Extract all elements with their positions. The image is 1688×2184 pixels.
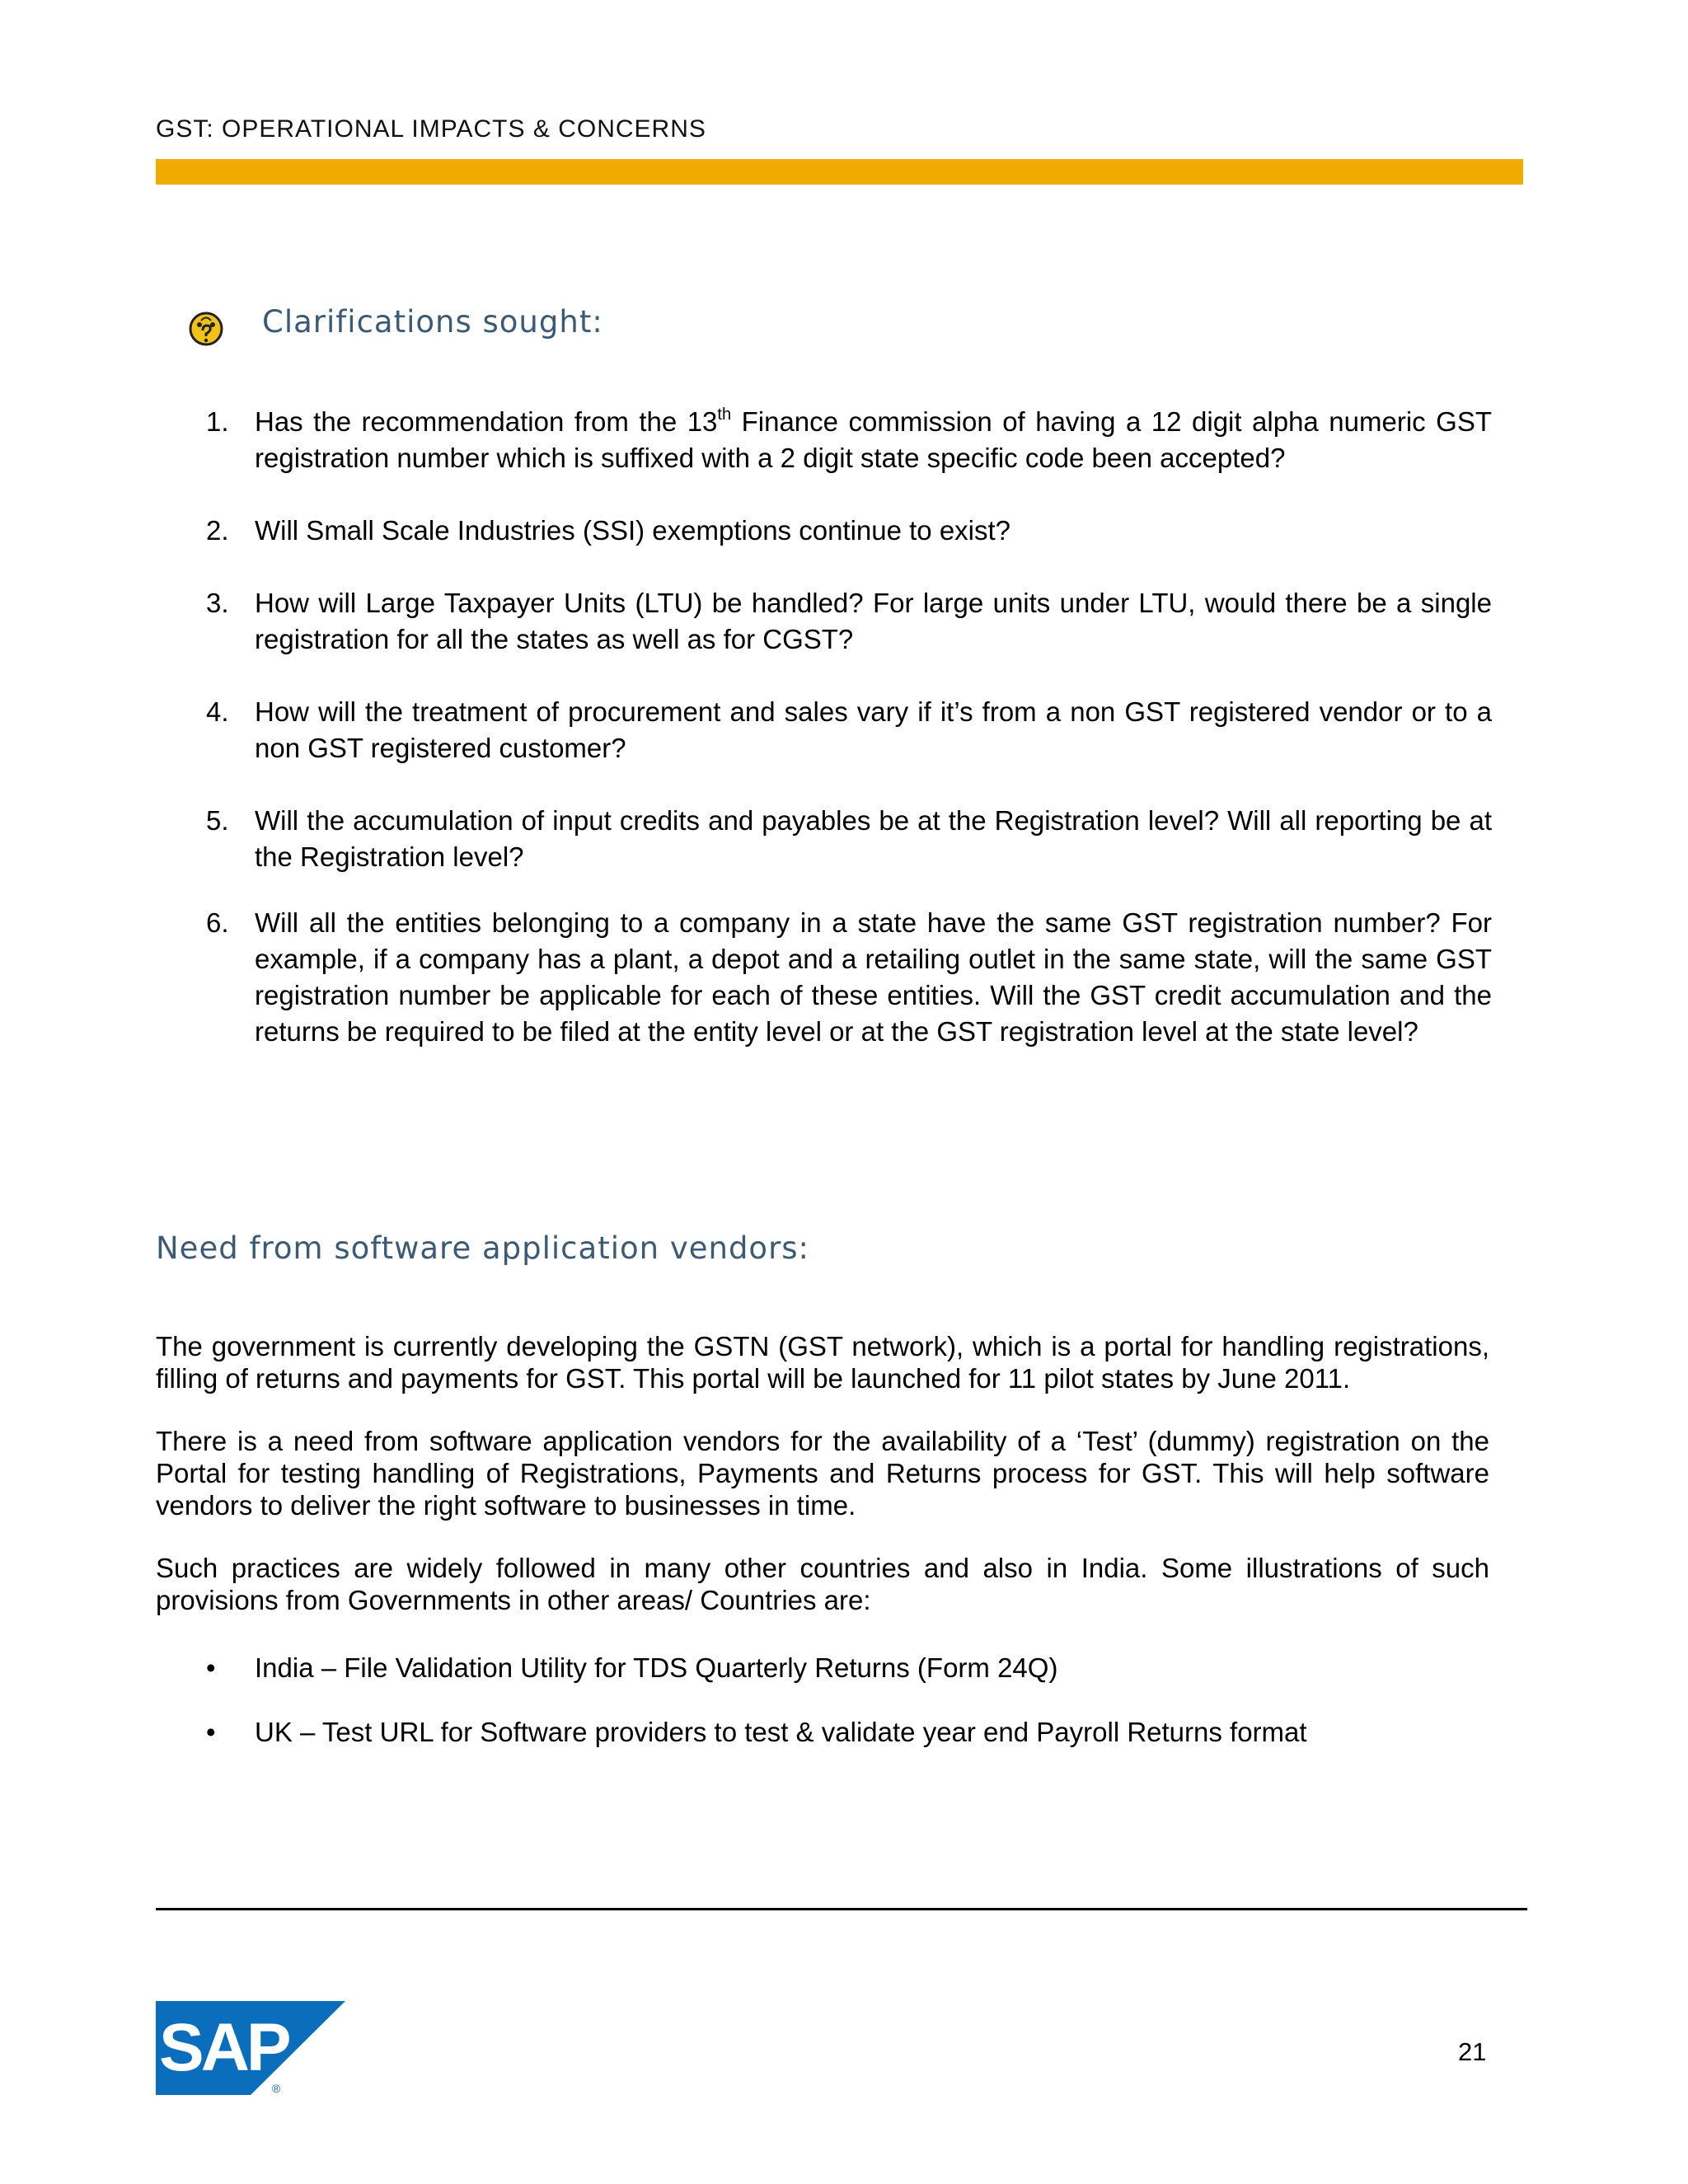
list-item — [206, 1652, 1492, 1685]
list-item-number: 1. — [206, 406, 229, 437]
sap-logo — [156, 2001, 345, 2095]
superscript-ordinal: th — [717, 405, 732, 424]
list-item — [206, 694, 1492, 766]
list-item — [206, 1716, 1492, 1749]
question-face-icon — [188, 311, 224, 347]
footer-rule — [156, 1908, 1527, 1910]
list-item-text: How will the treatment of procurement and sales vary if it’s from a non GST registered vendor or to a non GST registered customer? — [255, 696, 1492, 763]
page-number: 21 — [1458, 2037, 1487, 2066]
list-item-number: 6. — [206, 907, 229, 938]
clarifications-list — [206, 404, 1492, 1050]
paragraph-test-registration: There is a need from software application vendors for the availability of a ‘Test’ (dummy) registration on the Portal for testing handling of Registrations, Payments and Returns process for GST. This will help software vendors to deliver the right software to businesses in time. — [156, 1426, 1489, 1521]
list-item-number: 4. — [206, 696, 229, 727]
logo-text: SAP — [159, 2010, 288, 2085]
list-item-text: Has the recommendation from the 13th Finance commission of having a 12 digit alpha numeric GST registration number which is suffixed with a 2 digit state specific code been accepted? — [255, 405, 1492, 473]
list-item — [206, 585, 1492, 658]
list-item — [206, 905, 1492, 1050]
list-item — [206, 513, 1492, 549]
list-item-text: Will the accumulation of input credits and payables be at the Registration level? Will all reporting be at the Registration level? — [255, 805, 1492, 872]
list-item-text: India – File Validation Utility for TDS Quarterly Returns (Form 24Q) — [255, 1652, 1058, 1683]
header-accent-bar — [156, 159, 1523, 185]
need-heading: Need from software application vendors: — [156, 1230, 810, 1266]
list-item — [206, 803, 1492, 875]
bullet-marker: • — [206, 1717, 216, 1747]
list-item — [206, 404, 1492, 476]
list-item-text: Will Small Scale Industries (SSI) exemptions continue to exist? — [255, 515, 1011, 546]
paragraph-gstn: The government is currently developing the GSTN (GST network), which is a portal for handling registrations, filling of returns and payments for GST. This portal will be launched for 11 pilot states by June 2011. — [156, 1331, 1489, 1394]
list-item-number: 2. — [206, 515, 229, 546]
list-item-number: 3. — [206, 588, 229, 618]
list-item-text: Will all the entities belonging to a company in a state have the same GST registration number? For example, if a company has a plant, a depot and a retailing outlet in the same state, will the same GST registration number be applicable for each of these entities. Will the GST credit accumulation and the returns be required to be filed at the entity level or at the GST registration level at the state level? — [255, 907, 1492, 1047]
header-title: GST: OPERATIONAL IMPACTS & CONCERNS — [156, 115, 706, 143]
list-item-text: How will Large Taxpayer Units (LTU) be handled? For large units under LTU, would there be a single registration for all the states as well as for CGST? — [255, 588, 1492, 654]
registered-mark: ® — [272, 2082, 281, 2095]
paragraph-practices: Such practices are widely followed in many other countries and also in India. Some illustrations of such provisions from Governments in other areas/ Countries are: — [156, 1553, 1489, 1615]
bullet-marker: • — [206, 1652, 216, 1683]
list-item-text: UK – Test URL for Software providers to test & validate year end Payroll Returns format — [255, 1717, 1307, 1747]
clarifications-heading: Clarifications sought: — [262, 304, 603, 340]
illustrations-list — [206, 1652, 1492, 1749]
list-item-number: 5. — [206, 805, 229, 836]
